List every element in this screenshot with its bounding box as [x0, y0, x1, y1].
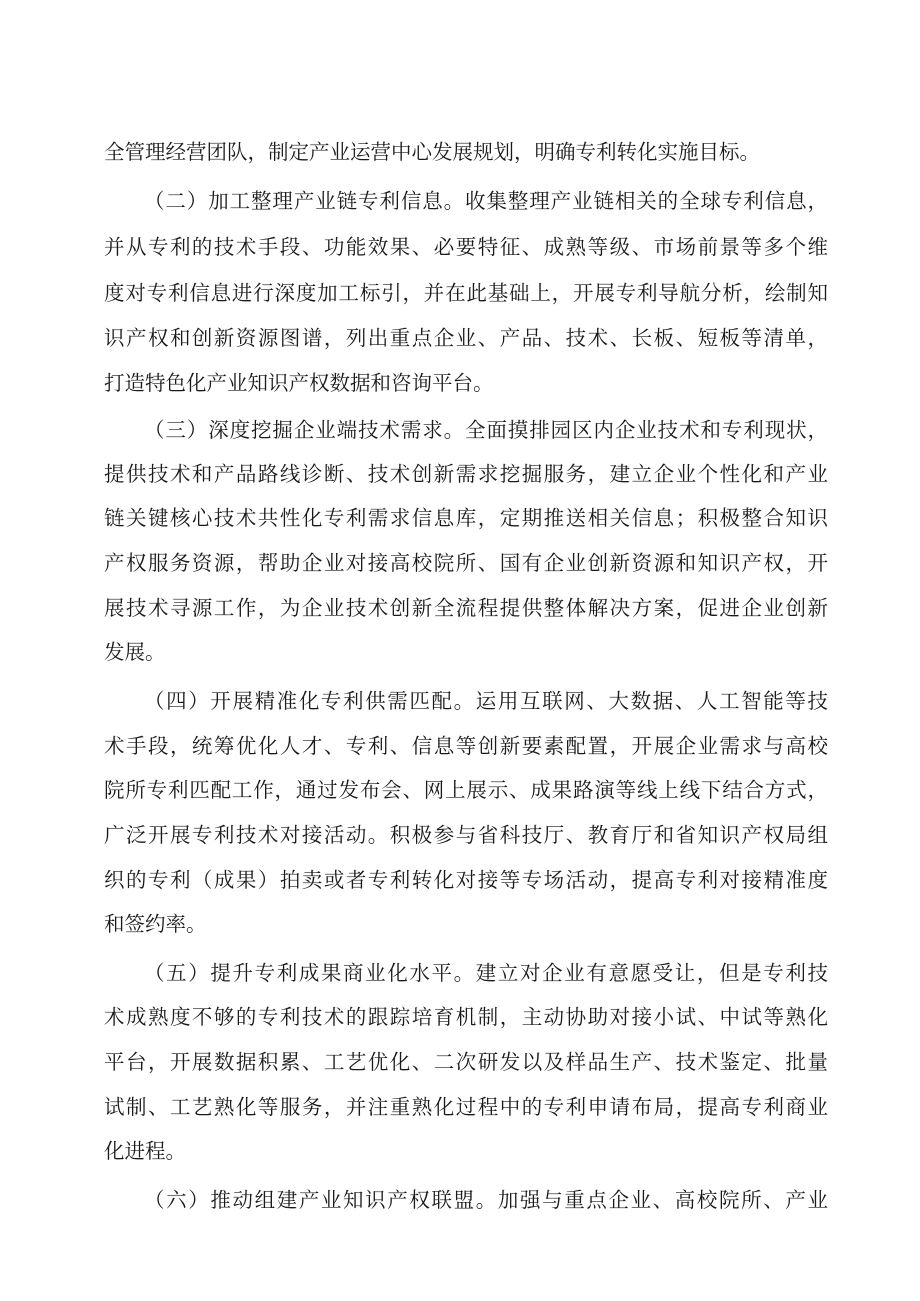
text-line: 发展。: [104, 640, 166, 664]
text-line: 术成熟度不够的专利技术的跟踪培育机制，主动协助对接小试、中试等熟化: [104, 1005, 828, 1029]
text-line: 提供技术和产品路线诊断、技术创新需求挖掘服务，建立企业个性化和产业: [104, 462, 828, 486]
paragraph-heading-line: （二）加工整理产业链专利信息。收集整理产业链相关的全球专利信息，: [144, 189, 828, 213]
paragraph-heading-line: （六）推动组建产业知识产权联盟。加强与重点企业、高校院所、产业: [144, 1188, 828, 1212]
text-line: 展技术寻源工作，为企业技术创新全流程提供整体解决方案，促进企业创新: [104, 596, 828, 620]
text-line: 织的专利（成果）拍卖或者专利转化对接等专场活动，提高专利对接精准度: [104, 868, 828, 892]
text-line: 全管理经营团队，制定产业运营中心发展规划，明确专利转化实施目标。: [104, 140, 760, 164]
text-line: 识产权和创新资源图谱，列出重点企业、产品、技术、长板、短板等清单，: [104, 326, 828, 350]
text-line: 并从专利的技术手段、功能效果、必要特征、成熟等级、市场前景等多个维: [104, 235, 828, 259]
text-line: 化进程。: [104, 1139, 186, 1163]
text-line: 术手段，统筹优化人才、专利、信息等创新要素配置，开展企业需求与高校: [104, 734, 828, 758]
text-line: 平台，开展数据积累、工艺优化、二次研发以及样品生产、技术鉴定、批量: [104, 1050, 828, 1074]
text-line: 和签约率。: [104, 912, 207, 936]
text-line: 试制、工艺熟化等服务，并注重熟化过程中的专利申请布局，提高专利商业: [104, 1095, 828, 1119]
text-line: 院所专利匹配工作，通过发布会、网上展示、成果路演等线上线下结合方式，: [104, 778, 828, 802]
text-line: 广泛开展专利技术对接活动。积极参与省科技厅、教育厅和省知识产权局组: [104, 823, 828, 847]
text-line: 度对专利信息进行深度加工标引，并在此基础上，开展专利导航分析，绘制知: [104, 281, 828, 305]
text-line: 链关键核心技术共性化专利需求信息库，定期推送相关信息；积极整合知识: [104, 506, 828, 530]
paragraph-heading-line: （五）提升专利成果商业化水平。建立对企业有意愿受让，但是专利技: [144, 961, 828, 985]
text-line: 产权服务资源，帮助企业对接高校院所、国有企业创新资源和知识产权，开: [104, 551, 828, 575]
text-line: 打造特色化产业知识产权数据和咨询平台。: [104, 371, 494, 395]
paragraph-heading-line: （四）开展精准化专利供需匹配。运用互联网、大数据、人工智能等技: [144, 689, 828, 713]
paragraph-heading-line: （三）深度挖掘企业端技术需求。全面摸排园区内企业技术和专利现状，: [144, 418, 828, 442]
